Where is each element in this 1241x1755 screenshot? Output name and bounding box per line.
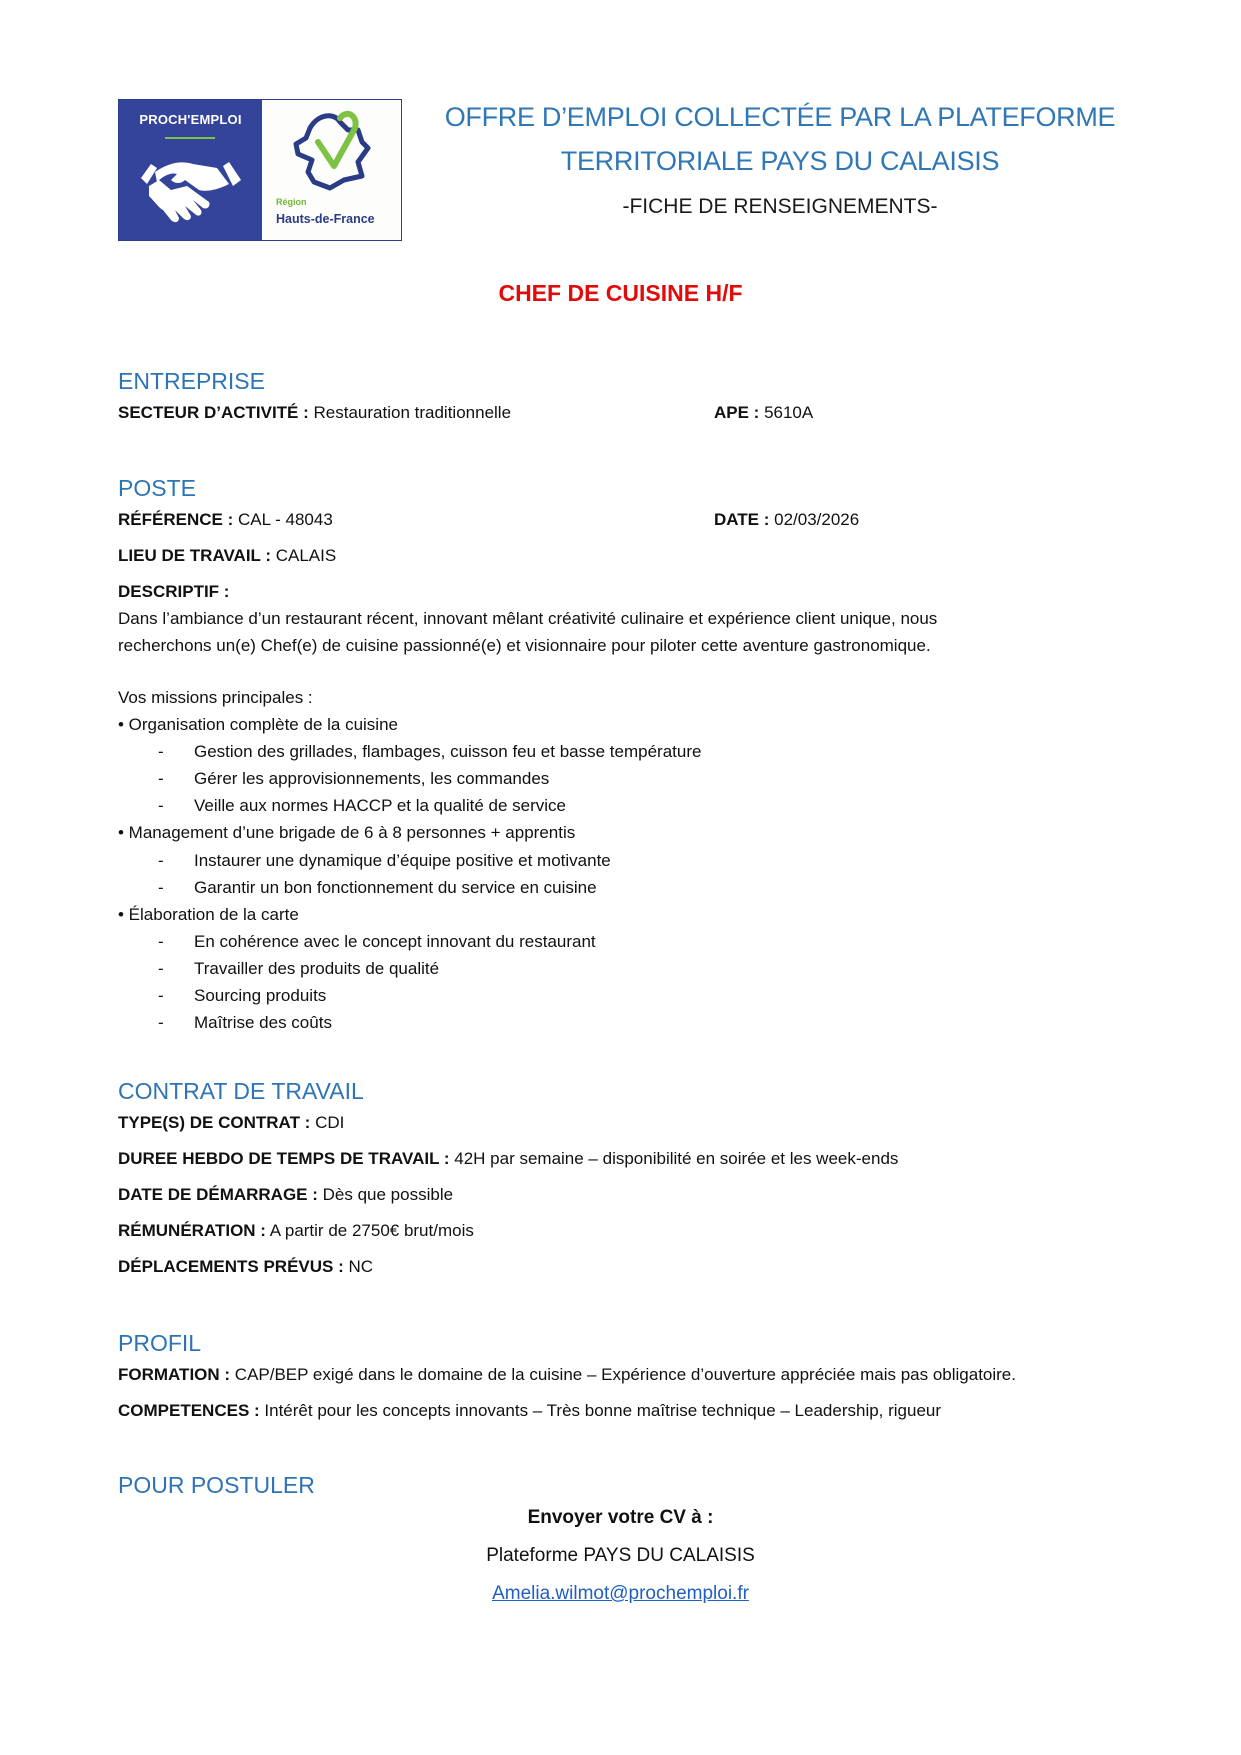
mission-title: • Management d’une brigade de 6 à 8 personnes + apprentis [118,823,576,842]
mission-item: Veille aux normes HACCP et la qualité de service [194,796,566,815]
section-heading-poste: POSTE [118,475,196,501]
field-label: DUREE HEBDO DE TEMPS DE TRAVAIL : [118,1149,450,1168]
mission-item: Gérer les approvisionnements, les commandes [194,769,550,788]
job-title: CHEF DE CUISINE H/F [498,280,743,306]
dash-marker: - [158,932,164,951]
field-label: COMPETENCES : [118,1401,260,1420]
descriptif-text [118,605,1118,659]
field-value: A partir de 2750€ brut/mois [265,1221,474,1240]
descriptif-line: recherchons un(e) Chef(e) de cuisine passionné(e) et visionnaire pour piloter cette aventure gastronomique. [118,636,931,655]
france-heart-icon [288,108,378,194]
platform-name: Plateforme PAYS DU CALAISIS [486,1545,755,1566]
field-value: Dès que possible [317,1185,454,1204]
field-value: CDI [310,1113,345,1132]
field-remuneration [118,1221,474,1241]
field-competences [118,1401,941,1421]
logo-region-label: Région [276,197,307,207]
field-duree [118,1149,898,1169]
field-label: RÉMUNÉRATION : [118,1221,266,1240]
logo-brand-text: PROCH'EMPLOI [139,112,242,127]
proch-emploi-logo [119,100,262,240]
field-lieu [118,546,336,566]
mission-item: Instaurer une dynamique d’équipe positive et motivante [194,851,611,870]
dash-marker: - [158,851,164,870]
field-label: RÉFÉRENCE : [118,510,234,529]
dash-marker: - [158,878,164,897]
handshake-icon [137,150,243,230]
region-logo [262,100,401,240]
email-link[interactable]: Amelia.wilmot@prochemploi.fr [492,1583,749,1604]
field-label: SECTEUR D’ACTIVITÉ : [118,403,309,422]
dash-marker: - [158,1013,164,1032]
mission-item: Sourcing produits [194,986,327,1005]
field-label: FORMATION : [118,1365,231,1384]
mission-title: • Organisation complète de la cuisine [118,715,398,734]
field-label: APE : [714,403,760,422]
field-label: DESCRIPTIF : [118,582,230,601]
field-label: DÉPLACEMENTS PRÉVUS : [118,1257,344,1276]
section-heading-postuler: POUR POSTULER [118,1472,315,1498]
field-value: CAL - 48043 [233,510,333,529]
field-reference [118,510,333,530]
mission-item: Garantir un bon fonctionnement du service en cuisine [194,878,597,897]
logo [118,99,402,241]
field-label: LIEU DE TRAVAIL : [118,546,271,565]
field-ape [714,403,813,423]
field-secteur [118,403,511,423]
missions-intro: Vos missions principales : [118,688,313,707]
header-title-line2: TERRITORIALE PAYS DU CALAISIS [560,146,1000,176]
field-value: NC [343,1257,374,1276]
email-row [0,1583,1241,1605]
dash-marker: - [158,796,164,815]
logo-region-name: Hauts-de-France [276,212,375,226]
logo-divider [165,137,215,139]
field-label: DATE DE DÉMARRAGE : [118,1185,318,1204]
section-heading-entreprise: ENTREPRISE [118,368,265,394]
mission-item: Travailler des produits de qualité [194,959,440,978]
dash-marker: - [158,742,164,761]
field-demarrage [118,1185,453,1205]
field-date [714,510,859,530]
field-label: DATE : [714,510,770,529]
field-value: CAP/BEP exigé dans le domaine de la cuisine – Expérience d’ouverture appréciée mais pas obligatoire. [230,1365,1016,1384]
header-title-line1: OFFRE D’EMPLOI COLLECTÉE PAR LA PLATEFORME [444,102,1116,132]
header-subtitle: -FICHE DE RENSEIGNEMENTS- [622,195,938,218]
field-value: 5610A [759,403,814,422]
field-value: 02/03/2026 [769,510,860,529]
field-value: Intérêt pour les concepts innovants – Très bonne maîtrise technique – Leadership, rigueur [259,1401,942,1420]
send-cv-label: Envoyer votre CV à : [527,1507,714,1528]
field-value: 42H par semaine – disponibilité en soirée et les week-ends [449,1149,899,1168]
mission-item: En cohérence avec le concept innovant du restaurant [194,932,596,951]
mission-item: Gestion des grillades, flambages, cuisson feu et basse température [194,742,702,761]
field-deplacements [118,1257,373,1277]
mission-title: • Élaboration de la carte [118,905,299,924]
section-heading-profil: PROFIL [118,1330,202,1356]
dash-marker: - [158,959,164,978]
field-formation [118,1365,1016,1385]
field-label: TYPE(S) DE CONTRAT : [118,1113,311,1132]
descriptif-line: Dans l’ambiance d’un restaurant récent, innovant mêlant créativité culinaire et expérience client unique, nous [118,609,938,628]
dash-marker: - [158,986,164,1005]
field-descriptif-label [118,582,229,602]
field-value: Restauration traditionnelle [308,403,512,422]
dash-marker: - [158,769,164,788]
section-heading-contrat: CONTRAT DE TRAVAIL [118,1078,364,1104]
field-type-contrat [118,1113,344,1133]
mission-item: Maîtrise des coûts [194,1013,332,1032]
field-value: CALAIS [271,546,337,565]
